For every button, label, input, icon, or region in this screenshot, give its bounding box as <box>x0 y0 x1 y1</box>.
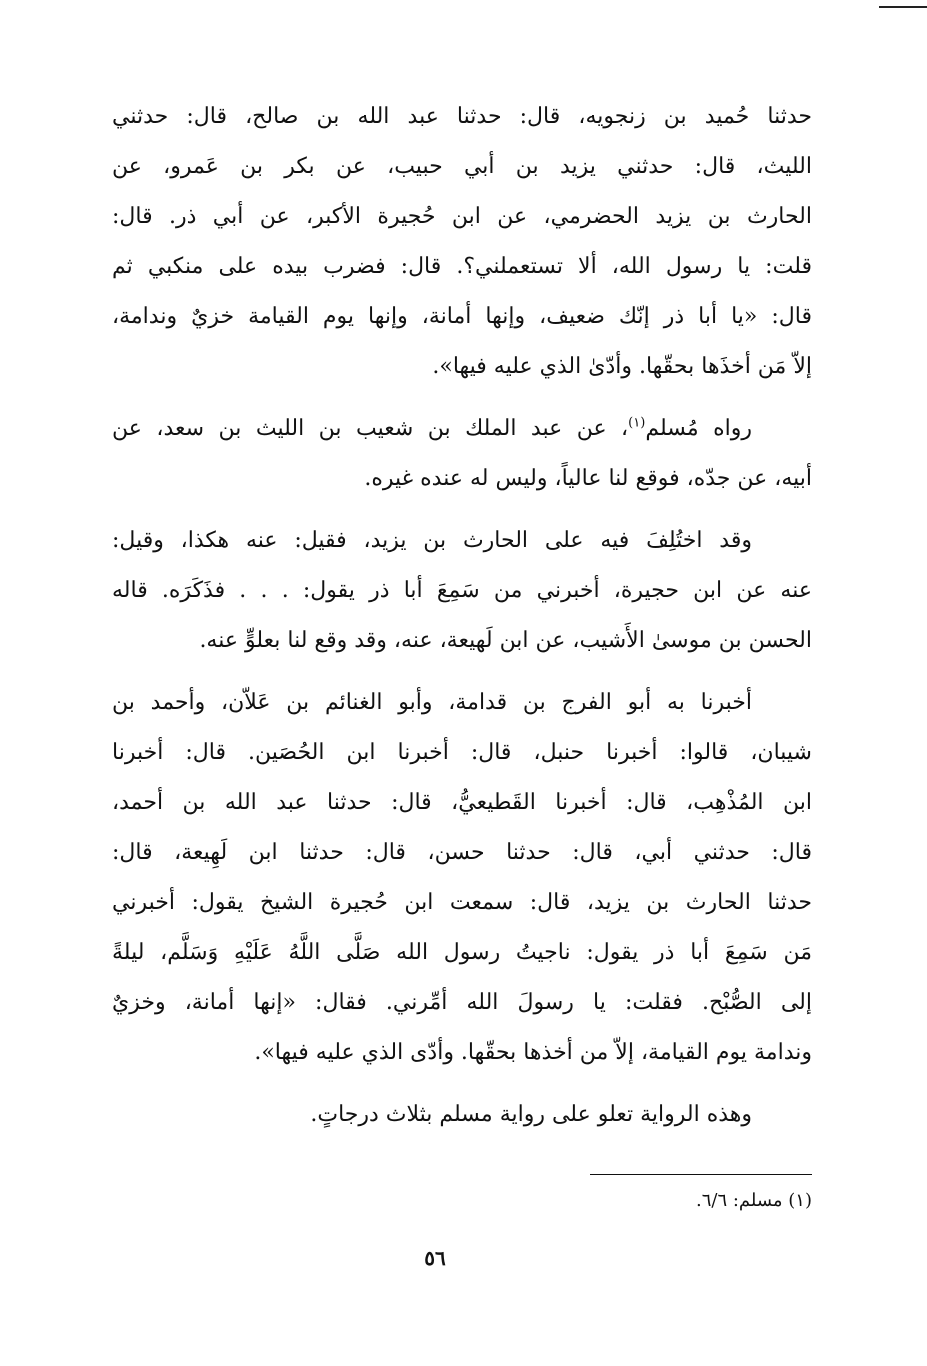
footnote-separator <box>590 1174 812 1175</box>
text-line: أبيه، عن جدّه، فوقع لنا عالياً، وليس له عنده غيره. <box>364 466 812 491</box>
text-line: قال: حدثني أبي، قال: حدثنا حسن، قال: حدثنا ابن لَهِيعة، قال: <box>112 840 812 865</box>
text-line: وقد اختُلِفَ فيه على الحارث بن يزيد، فقيل: عنه هكذا، وقيل: <box>112 528 752 553</box>
text-line: مَن سَمِعَ أبا ذر يقول: ناجيتُ رسول الله صَلَّى اللَّهُ عَلَيْهِ وَسَلَّم، ليلةً <box>112 940 812 965</box>
text-line: شيبان، قالوا: أخبرنا حنبل، قال: أخبرنا ابن الحُصَين. قال: أخبرنا <box>112 740 812 765</box>
page-body <box>112 92 812 1152</box>
text-line: إلاّ مَن أخذَها بحقّها. وأدّىٰ الذي عليه فيها». <box>432 354 812 379</box>
text-line: وندامة يوم القيامة، إلاّ من أخذها بحقّها. وأدّى الذي عليه فيها». <box>254 1040 812 1065</box>
text-line: قلت: يا رسول الله، ألا تستعملني؟. قال: فضرب بيده على منكبي ثم <box>112 254 812 279</box>
footnote-reference[interactable]: (١) <box>628 415 646 431</box>
paragraph-conclusion <box>112 1090 812 1140</box>
text-line: ابن المُذْهِب، قال: أخبرنا القَطيعيُّ، قال: حدثنا عبد الله بن أحمد، <box>112 790 812 815</box>
text-line: الحسن بن موسىٰ الأَشيب، عن ابن لَهيعة، عنه، وقد وقع لنا بعلوٍّ عنه. <box>199 628 812 653</box>
paragraph-hadith-text <box>112 92 812 392</box>
text-line: قال: «يا أبا ذر إنّك ضعيف، وإنها أمانة، وإنها يوم القيامة خزيٌ وندامة، <box>112 304 812 329</box>
text-line: عنه عن ابن حجيرة، أخبرني من سَمِعَ أبا ذر يقول: . . . فذَكَرَه. قاله <box>112 578 812 603</box>
text-line: حدثنا الحارث بن يزيد، قال: سمعت ابن حُجيرة الشيخ يقول: أخبرني <box>112 890 812 915</box>
text-line-with-footnote-ref <box>112 404 812 454</box>
text-line: إلى الصُّبْح. فقلت: يا رسولَ الله أمِّرني. فقال: «إنها أمانة، وخزيٌ <box>112 990 812 1015</box>
footnote-text: (١) مسلم: ٦/٦. <box>695 1190 812 1211</box>
text-line: الحارث بن يزيد الحضرمي، عن ابن حُجيرة الأكبر، عن أبي ذر. قال: <box>112 204 812 229</box>
text-segment: رواه مُسلم <box>645 416 753 441</box>
text-line: حدثنا حُميد بن زنجويه، قال: حدثنا عبد الله بن صالح، قال: حدثني <box>112 104 812 129</box>
text-segment: ، عن عبد الملك بن شعيب بن الليث بن سعد، عن <box>112 416 629 441</box>
scan-corner-mark <box>879 6 927 8</box>
text-line: الليث، قال: حدثني يزيد بن أبي حبيب، عن بكر بن عَمرو، عن <box>112 154 812 179</box>
paragraph-muslim-narration <box>112 404 812 504</box>
paragraph-isnad-chain <box>112 678 812 1078</box>
page-number: ٥٦ <box>424 1246 446 1270</box>
text-line: وهذه الرواية تعلو على رواية مسلم بثلاث درجاتٍ. <box>310 1102 752 1127</box>
text-line: أخبرنا به أبو الفرج بن قدامة، وأبو الغنائم بن عَلاّن، وأحمد بن <box>112 690 752 715</box>
paragraph-disagreement <box>112 516 812 666</box>
